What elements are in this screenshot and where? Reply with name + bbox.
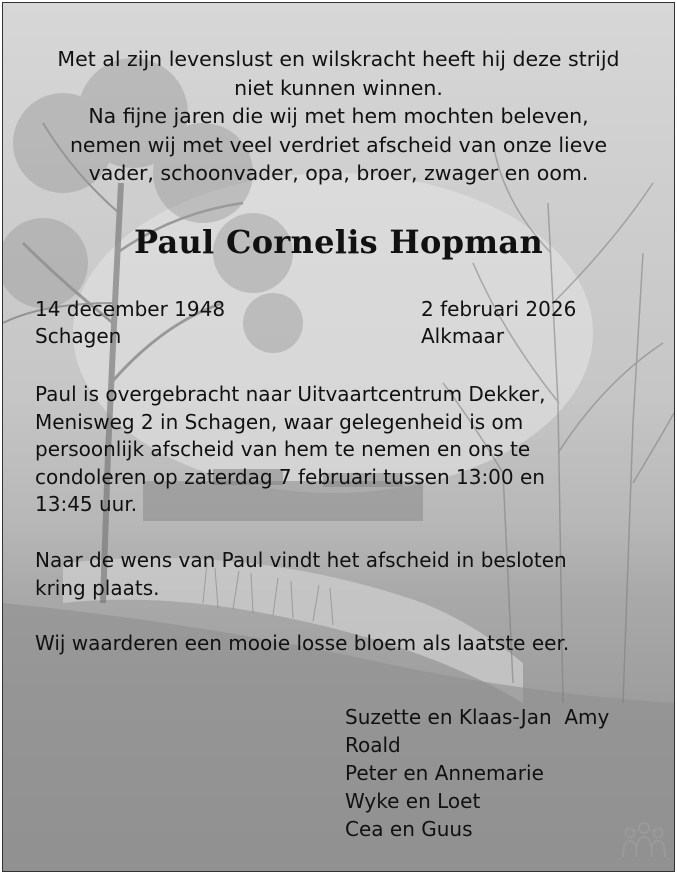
- paragraph-line: Menisweg 2 in Schagen, waar gelegenheid is om: [35, 409, 524, 434]
- signatory: Roald: [345, 733, 401, 757]
- signatory: Cea en Guus: [345, 817, 473, 841]
- intro-text: [33, 45, 644, 188]
- birth-info: [35, 296, 225, 350]
- notice-content: [3, 3, 674, 871]
- paragraph-line: persoonlijk afscheid van hem te nemen en ons te: [35, 437, 531, 461]
- obituary-card: [2, 2, 675, 872]
- signatory: Peter en Annemarie: [345, 761, 544, 785]
- intro-line: niet kunnen winnen.: [234, 75, 443, 100]
- death-info: [421, 296, 576, 350]
- paragraph-line: 13:45 uur.: [35, 492, 138, 516]
- paragraph-line: Naar de wens van Paul vindt het afscheid in besloten: [35, 548, 567, 572]
- paragraph-line: Wij waarderen een mooie losse bloem als laatste eer.: [35, 631, 570, 655]
- paragraph-line: kring plaats.: [35, 575, 160, 600]
- paragraph-private-farewell: [35, 547, 645, 602]
- birth-date: 14 december 1948: [35, 297, 226, 321]
- intro-line: vader, schoonvader, opa, broer, zwager en oom.: [88, 161, 589, 185]
- signatory: Suzette en Klaas-Jan Amy: [345, 705, 610, 729]
- intro-line: Na fijne jaren die wij met hem mochten beleven,: [88, 104, 589, 128]
- intro-line: nemen wij met veel verdriet afscheid van onze lieve: [69, 132, 608, 157]
- paragraph-arrangements: [35, 381, 645, 519]
- paragraph-flowers: [35, 630, 645, 658]
- death-date: 2 februari 2026: [421, 297, 577, 321]
- birth-place: Schagen: [35, 324, 122, 348]
- deceased-name: Paul Cornelis Hopman: [133, 223, 544, 261]
- intro-line: Met al zijn levenslust en wilskracht heeft hij deze strijd: [57, 47, 620, 71]
- paragraph-line: Paul is overgebracht naar Uitvaartcentrum Dekker,: [35, 382, 546, 406]
- death-place: Alkmaar: [421, 324, 505, 348]
- signatory: Wyke en Loet: [345, 789, 481, 813]
- family-people-icon: [620, 821, 668, 859]
- signatories: [345, 703, 609, 843]
- paragraph-line: condoleren op zaterdag 7 februari tussen 13:00 en: [35, 464, 545, 489]
